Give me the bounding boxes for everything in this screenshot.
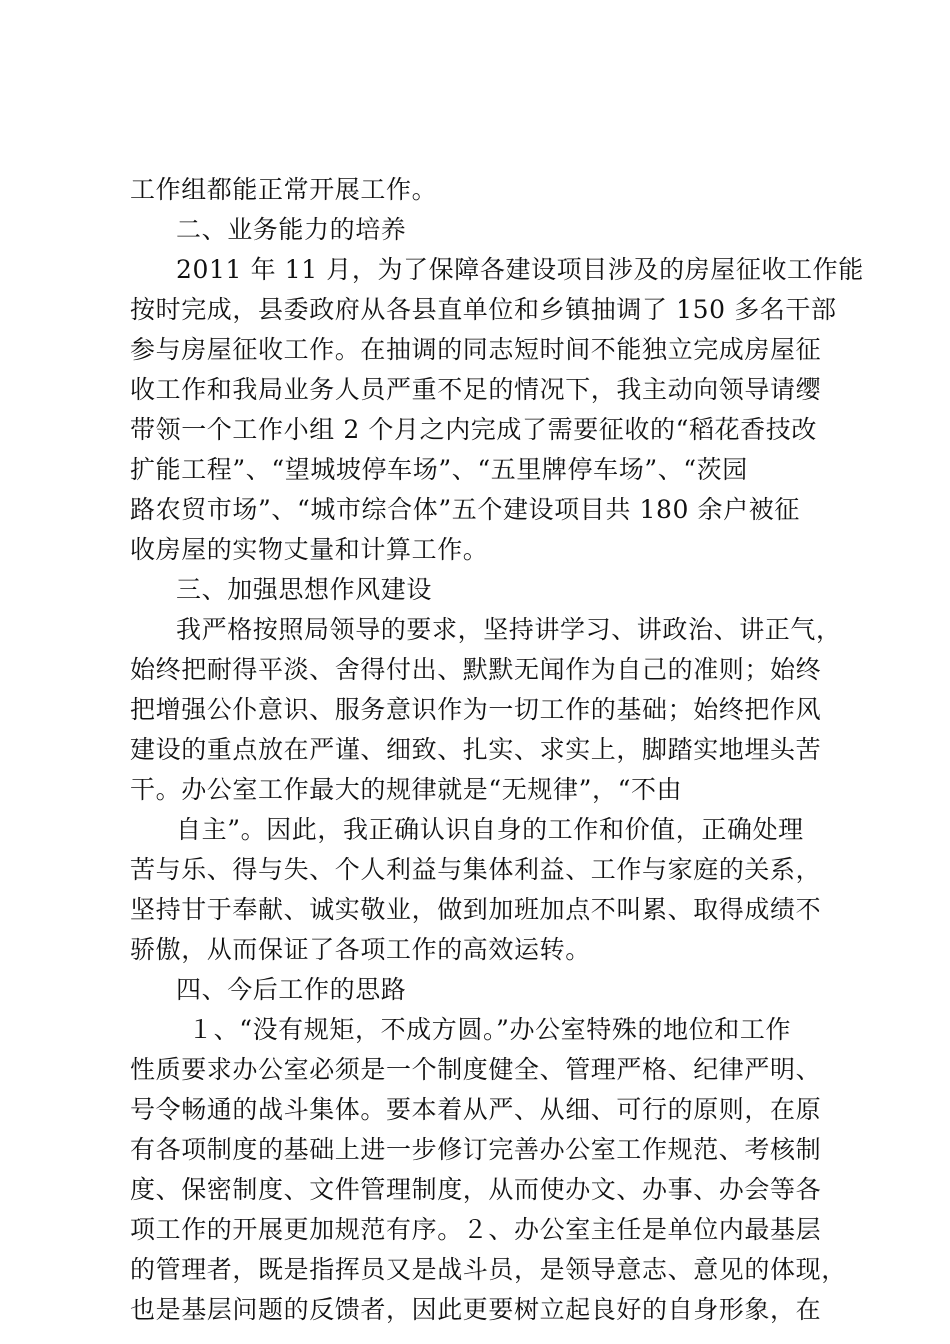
section-heading: 四、今后工作的思路 (176, 975, 407, 1004)
text-line: 度、保密制度、文件管理制度，从而使办文、办事、办会等各 (130, 1175, 822, 1204)
text-line: 号令畅通的战斗集体。要本着从严、从细、可行的原则，在原 (130, 1095, 822, 1124)
section-heading: 三、加强思想作风建设 (176, 575, 433, 604)
text-line: 2011 年 11 月，为了保障各建设项目涉及的房屋征收工作能 (176, 255, 864, 284)
text-line: 扩能工程”、“望城坡停车场”、“五里牌停车场”、“茨园 (130, 455, 748, 484)
text-line: 建设的重点放在严谨、细致、扎实、求实上，脚踏实地埋头苦 (130, 735, 822, 764)
text-line: 性质要求办公室必须是一个制度健全、管理严格、纪律严明、 (130, 1055, 822, 1084)
text-line: 带领一个工作小组 2 个月之内完成了需要征收的“稻花香技改 (130, 415, 817, 444)
text-line: 始终把耐得平淡、舍得付出、默默无闻作为自己的准则；始终 (130, 655, 822, 684)
text-line: 收工作和我局业务人员严重不足的情况下，我主动向领导请缨 (130, 375, 822, 404)
text-line: 项工作的开展更加规范有序。２、办公室主任是单位内最基层 (130, 1215, 822, 1244)
text-line: 的管理者，既是指挥员又是战斗员，是领导意志、意见的体现， (130, 1255, 847, 1284)
text-line: 把增强公仆意识、服务意识作为一切工作的基础；始终把作风 (130, 695, 822, 724)
text-line: １、“没有规矩，不成方圆。”办公室特殊的地位和工作 (188, 1015, 792, 1044)
text-line: 苦与乐、得与失、个人利益与集体利益、工作与家庭的关系， (130, 855, 822, 884)
section-heading: 二、业务能力的培养 (176, 215, 407, 244)
text-line: 路农贸市场”、“城市综合体”五个建设项目共 180 余户被征 (130, 495, 800, 524)
text-line: 自主”。因此，我正确认识自身的工作和价值，正确处理 (176, 815, 804, 844)
text-line: 参与房屋征收工作。在抽调的同志短时间不能独立完成房屋征 (130, 335, 822, 364)
text-line: 我严格按照局领导的要求，坚持讲学习、讲政治、讲正气， (176, 615, 842, 644)
text-line: 也是基层问题的反馈者，因此更要树立起良好的自身形象，在 (130, 1295, 822, 1324)
text-line: 有各项制度的基础上进一步修订完善办公室工作规范、考核制 (130, 1135, 822, 1164)
text-line: 按时完成，县委政府从各县直单位和乡镇抽调了 150 多名干部 (130, 295, 837, 324)
text-line: 工作组都能正常开展工作。 (130, 175, 438, 204)
text-line: 收房屋的实物丈量和计算工作。 (130, 535, 489, 564)
text-line: 骄傲，从而保证了各项工作的高效运转。 (130, 935, 591, 964)
text-line: 干。办公室工作最大的规律就是“无规律”，“不由 (130, 775, 683, 804)
text-line: 坚持甘于奉献、诚实敬业，做到加班加点不叫累、取得成绩不 (130, 895, 822, 924)
